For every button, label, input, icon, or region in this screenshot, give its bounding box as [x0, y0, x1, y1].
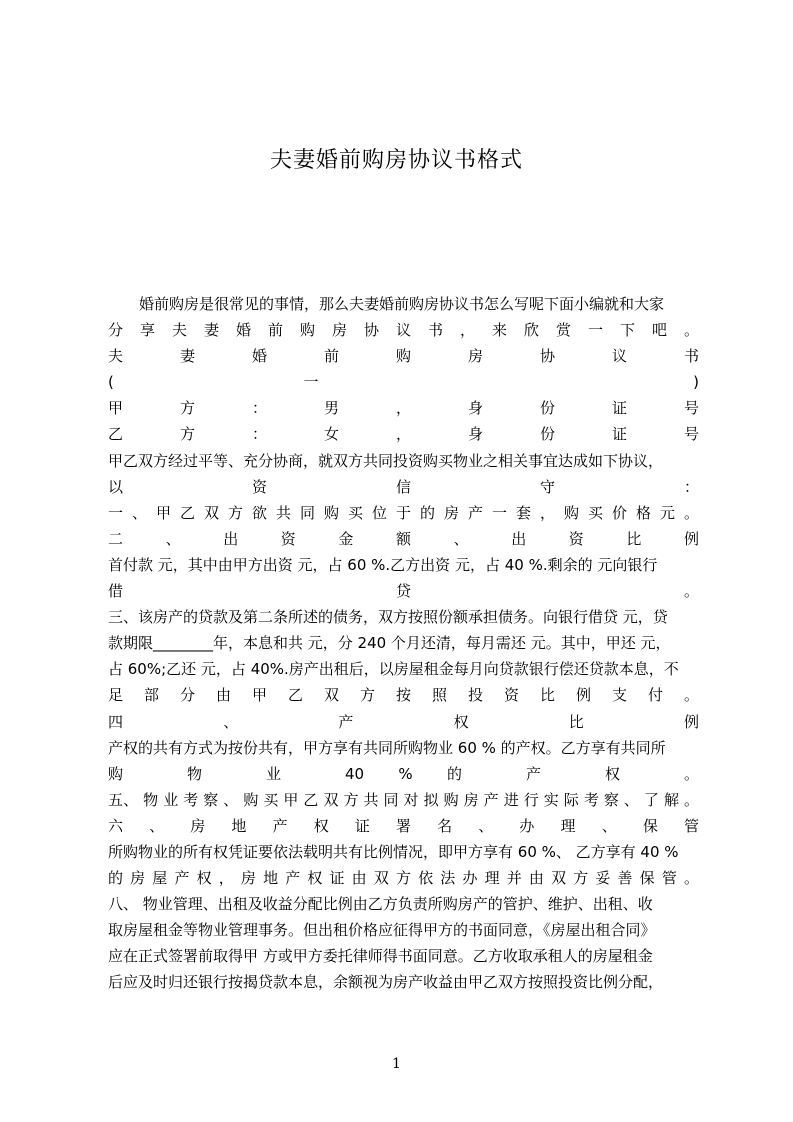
paragraph-line: ( 一 )	[108, 373, 699, 392]
paragraph-line: 后应及时归还银行按揭贷款本息，余额视为房产收益由甲乙双方按照投资比例分配，	[108, 973, 664, 992]
paragraph-line: 乙 方 ： 女 ， 身 份 证 号	[108, 425, 699, 444]
paragraph-line: 所购物业的所有权凭证要依法载明共有比例情况，即甲方享有 60 %、 乙方享有 40 %	[108, 842, 679, 861]
paragraph-line: 以 资 信 守 ：	[108, 477, 699, 496]
paragraph-line: 取房屋租金等物业管理事务。但出租价格应征得甲方的书面同意，《房屋出租合同》	[108, 921, 656, 940]
paragraph-line: 借 贷 。	[108, 582, 699, 601]
paragraph-line: 的 房 屋 产 权 ， 房 地 产 权 证 由 双 方 依 法 办 理 并 由 双 方 妥 善 保 管 。	[108, 869, 699, 888]
paragraph-line: 占 60%;乙还 元，占 40%.房产出租后，以房屋租金每月向贷款银行偿还贷款本息，不	[108, 660, 679, 679]
paragraph-line: 购 物 业 40 % 的 产 权 。	[108, 764, 699, 783]
paragraph-line: 四 、 产 权 比 例	[108, 712, 699, 731]
paragraph-line: 应在正式签署前取得甲 方或甲方委托律师得书面同意。乙方收取承租人的房屋租金	[108, 947, 653, 966]
paragraph-line: 二 、 出 资 金 额 、 出 资 比 例	[108, 529, 699, 548]
paragraph-line: 足 部 分 由 甲 乙 双 方 按 照 投 资 比 例 支 付 。	[108, 686, 699, 705]
document-title: 夫妻婚前购房协议书格式	[269, 148, 523, 173]
paragraph-line: 五、 物 业 考 察 、 购 买 甲 乙 双 方 共 同 对 拟 购 房 产 进 行 实 际 考 察 、 了 解 。	[108, 790, 699, 809]
paragraph-line: 三、该房产的贷款及第二条所述的债务，双方按照份额承担债务。向银行借贷 元，贷	[108, 608, 668, 627]
paragraph-line: 八、 物业管理、出租及收益分配比例由乙方负责所购房产的管护、维护、出租、收	[108, 895, 653, 914]
paragraph-line: 甲乙双方经过平等、充分协商，就双方共同投资购买物业之相关事宜达成如下协议，	[108, 451, 664, 470]
paragraph-line: 六 、 房 地 产 权 证 署 名 、 办 理 、 保 管	[108, 816, 699, 835]
paragraph-line: 分 享 夫 妻 婚 前 购 房 协 议 书 ， 来 欣 赏 一 下 吧 。	[108, 321, 699, 340]
page-number: 1	[392, 1056, 401, 1072]
document-body	[108, 291, 699, 996]
paragraph-line: 产权的共有方式为按份共有，甲方享有共同所购物业 60 % 的产权。乙方享有共同所	[108, 738, 666, 757]
paragraph-line: 首付款 元，其中由甲方出资 元，占 60 %.乙方出资 元，占 40 %.剩余的 元向银行	[108, 555, 658, 574]
paragraph-line: 甲 方 ： 男 ， 身 份 证 号	[108, 399, 699, 418]
paragraph-line: 夫 妻 婚 前 购 房 协 议 书	[108, 347, 699, 366]
paragraph-line: 一 、 甲 乙 双 方 欲 共 同 购 买 位 于 的 房 产 一 套 ， 购 买 价 格 元 。	[108, 503, 699, 522]
paragraph-line: 婚前购房是很常见的事情，那么夫妻婚前购房协议书怎么写呢下面小编就和大家	[139, 295, 665, 313]
paragraph-line: 款期限________年，本息和共 元，分 240 个月还清，每月需还 元。其中，甲还 元，	[108, 634, 671, 653]
